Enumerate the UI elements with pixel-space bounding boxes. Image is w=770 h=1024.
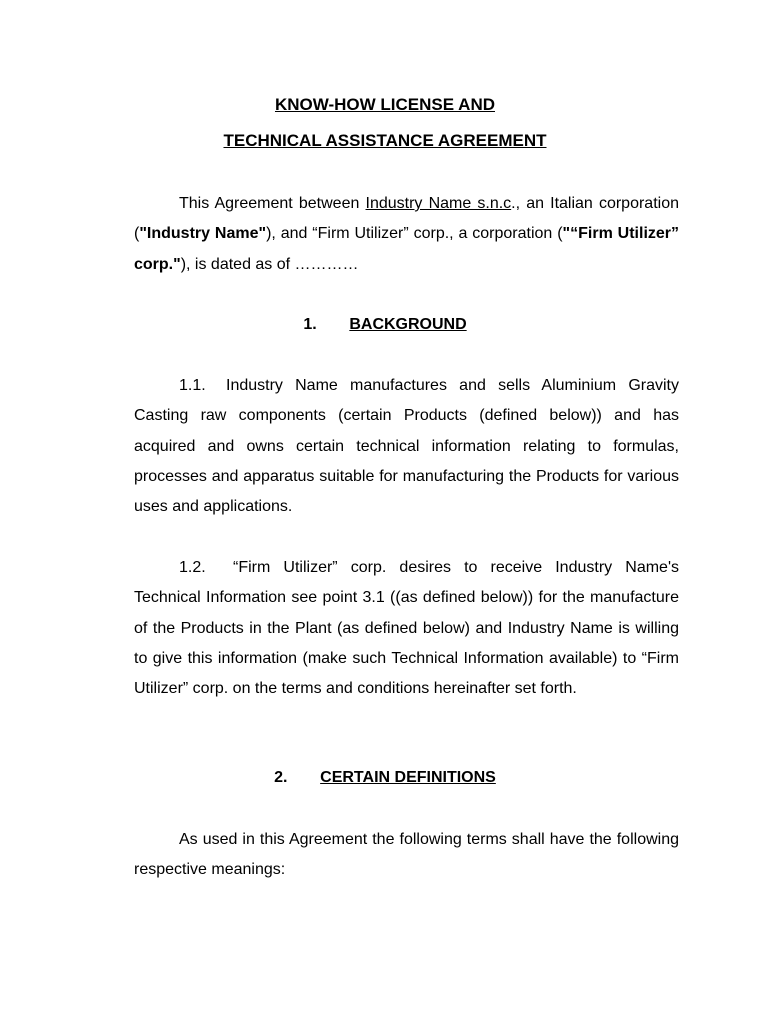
clause-number: 1.2. [179,559,206,576]
section-number: 2. [274,769,288,786]
clause-text: Industry Name manufactures and sells Aluminium Gravity Casting raw components (certain Products (defined below)) and has acquired and owns certain technical information relating to formulas, processes and apparatus suitable for manufacturing the Products for various uses and applications. [134,377,679,516]
definitions-intro: As used in this Agreement the following terms shall have the following respective meanings: [134,831,679,879]
defined-term-firm-utilizer: "“Firm Utilizer” corp." [134,225,680,273]
clause-text: “Firm Utilizer” corp. desires to receive Industry Name's Technical Information see point 3.1 ((as defined below)) for the manufacture of the Products in the Plant (as defined below) and Industry Name is willing to give this information (make such Technical Information available) to “Firm Utilizer” corp. on the terms and conditions hereinafter set forth. [134,559,679,698]
clause-number: 1.1. [179,377,206,394]
defined-term-industry-name: "Industry Name" [139,225,267,243]
section-heading-background [0,316,770,334]
section-heading-definitions [0,769,770,787]
document-title-line2: TECHNICAL ASSISTANCE AGREEMENT [223,131,547,150]
clause-1-1 [134,371,679,522]
intro-text-2: ., an Italian corporation ( [134,195,680,243]
company-name: Industry Name s.n.c [365,195,512,212]
section-title: BACKGROUND [349,316,467,333]
intro-text-4: ), is dated as of ………… [180,255,359,273]
document-title-line1: KNOW-HOW LICENSE AND [274,95,495,114]
intro-paragraph [134,189,679,280]
section-title: CERTAIN DEFINITIONS [320,769,496,786]
intro-text-3: ), and “Firm Utilizer” corp., a corporation ( [266,225,563,243]
intro-text-1: This Agreement between [179,195,366,212]
clause-1-2 [134,553,679,704]
section-number: 1. [303,316,317,333]
